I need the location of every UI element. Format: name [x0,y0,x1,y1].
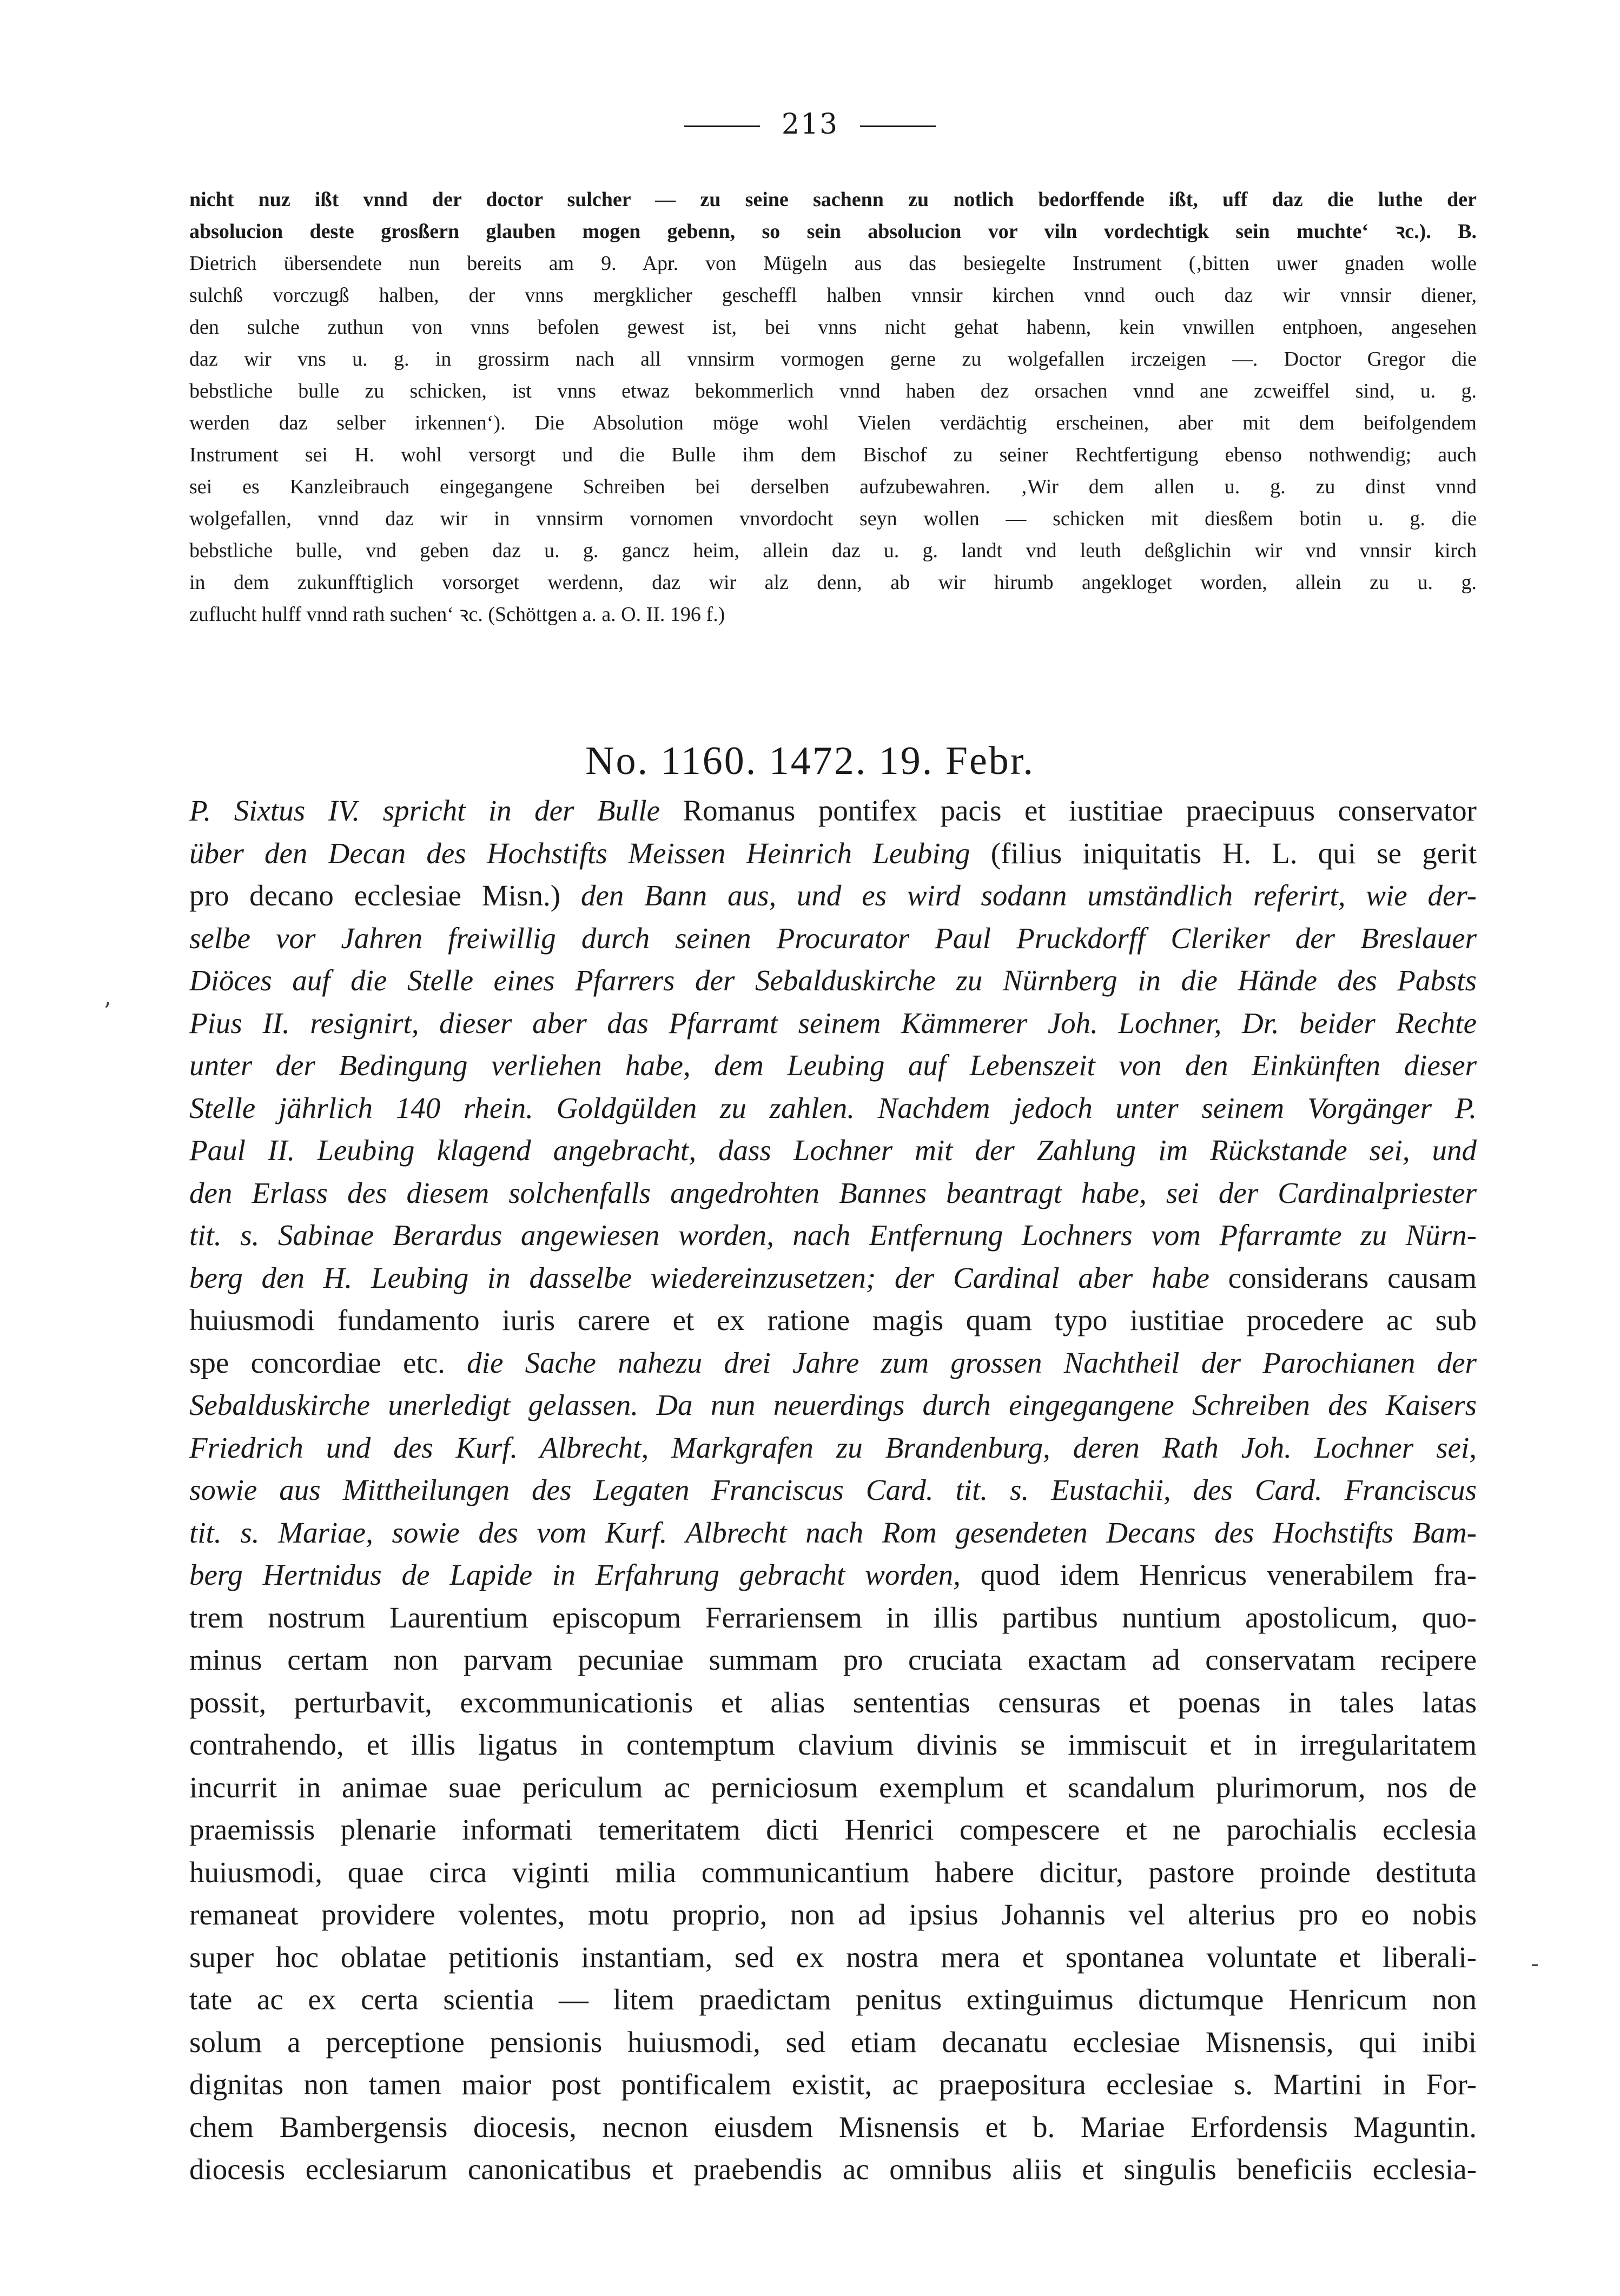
text-run: sei es Kanzleibrauch eingegangene Schreiben bei derselben aufzubewahren. ‚Wir dem allen u. g. zu dinst vnnd [189,475,1477,498]
text-run: absolucion deste grosßern glauben mogen gebenn, so sein absolucion vor viln vordechtigk sein muchte‘ ꝛc.). B. [189,220,1477,243]
text-line [189,2148,1477,2191]
italic-text-run: tit. s. Sabinae Berardus angewiesen worden, nach Entfernung Lochners vom Pfarramte zu Nürn- [189,1219,1477,1252]
text-run: spe concordiae etc. [189,1346,467,1379]
text-run: quod idem Henricus venerabilem fra- [960,1558,1477,1591]
document-title: No. 1160. 1472. 19. Febr. [585,739,1035,783]
text-line [189,1979,1477,2021]
footnote-line [189,535,1477,567]
text-run: chem Bambergensis diocesis, necnon eiusdem Misnensis et b. Mariae Erfordensis Maguntin. [189,2110,1477,2143]
text-run: bebstliche bulle zu schicken, ist vnns etwaz bekommerlich vnnd haben dez orsachen vnnd ane zcweiffel sind, u. g. [189,380,1477,402]
italic-text-run: unter der Bedingung verliehen habe, dem Leubing auf Lebenszeit von den Einkünften dieser [189,1049,1477,1082]
footnote-line [189,439,1477,471]
text-line [189,1299,1477,1342]
footnote-line [189,343,1477,375]
header-rule-right [860,125,936,127]
footnote-line [189,471,1477,503]
footnote-block [189,184,1477,631]
italic-text-run: die Sache nahezu drei Jahre zum grossen Nachtheil der Parochianen der [467,1346,1477,1379]
text-line [189,875,1477,917]
main-text-block [189,790,1477,2191]
italic-text-run: selbe vor Jahren freiwillig durch seinen Procurator Paul Pruckdorff Cleriker der Breslauer [189,921,1477,955]
text-line [189,1087,1477,1130]
text-line [189,1809,1477,1851]
text-run: praemissis plenarie informati temeritatem dicti Henrici compescere et ne parochialis ecclesia [189,1813,1477,1846]
text-run: zuflucht hulff vnnd rath suchen‘ ꝛc. (Schöttgen a. a. O. II. 196 f.) [189,603,725,626]
text-run: minus certam non parvam pecuniae summam pro cruciata exactam ad conservatam recipere [189,1643,1477,1676]
text-line [189,1214,1477,1257]
text-run: pro decano ecclesiae Misn.) [189,879,581,912]
italic-text-run: Diöces auf die Stelle eines Pfarrers der Sebalduskirche zu Nürnberg in die Hände des Pabsts [189,964,1477,997]
text-line [189,1597,1477,1639]
text-line [189,1512,1477,1554]
text-run: contrahendo, et illis ligatus in contemptum clavium divinis se immiscuit et in irregularitatem [189,1728,1477,1761]
text-run: huiusmodi, quae circa viginti milia communicantium habere dicitur, pastore proinde destituta [189,1855,1477,1889]
text-line [189,832,1477,875]
text-line [189,1257,1477,1300]
text-line [189,960,1477,1002]
text-line [189,1342,1477,1385]
text-run: considerans causam [1209,1261,1477,1294]
text-line [189,1469,1477,1512]
text-run: tate ac ex certa scientia — litem praedictam penitus extinguimus dictumque Henricum non [189,1983,1477,2016]
text-run: diocesis ecclesiarum canonicatibus et praebendis ac omnibus aliis et singulis beneficiis ecclesia- [189,2153,1477,2186]
text-run: dignitas non tamen maior post pontificalem existit, ac praepositura ecclesiae s. Martini in For- [189,2068,1477,2101]
text-run: den sulche zuthun von vnns befolen gewest ist, bei vnns nicht gehat habenn, kein vnwillen entphoen, angesehen [189,316,1477,339]
text-line [189,1554,1477,1597]
italic-text-run: Stelle jährlich 140 rhein. Goldgülden zu zahlen. Nachdem jedoch unter seinem Vorgänger P. [189,1091,1477,1124]
footnote-line [189,599,1477,631]
italic-text-run: den Bann aus, und es wird sodann umständlich referirt, wie der- [580,879,1477,912]
text-run: werden daz selber irkennen‘). Die Absolution möge wohl Vielen verdächtig erscheinen, aber mit dem beifolgendem [189,412,1477,434]
text-run: wolgefallen, vnnd daz wir in vnnsirm vornomen vnvordocht seyn wollen — schicken mit diesßem botin u. g. die [189,507,1477,530]
italic-text-run: Sebalduskirche unerledigt gelassen. Da nun neuerdings durch eingegangene Schreiben des Kaisers [189,1388,1477,1421]
text-run: daz wir vns u. g. in grossirm nach all vnnsirm vormogen gerne zu wolgefallen irczeigen —. Doctor Gregor die [189,348,1477,370]
page-number: 213 [781,108,839,141]
footnote-line [189,184,1477,216]
text-line [189,1384,1477,1427]
text-run: solum a perceptione pensionis huiusmodi, sed etiam decanatu ecclesiae Misnensis, qui inibi [189,2025,1477,2059]
margin-mark: ʼ [103,998,110,1025]
footnote-line [189,216,1477,248]
text-run: Romanus pontifex pacis et iustitiae praecipuus conservator [660,794,1477,827]
text-line [189,917,1477,960]
italic-text-run: berg Hertnidus de Lapide in Erfahrung gebracht worden, [189,1558,961,1591]
footnote-line [189,407,1477,439]
footnote-line [189,280,1477,312]
text-run: (filius iniquitatis H. L. qui se gerit [970,836,1477,870]
text-line [189,1724,1477,1766]
text-line [189,1682,1477,1724]
text-line [189,1851,1477,1894]
header-rule-left [684,125,760,127]
text-run: super hoc oblatae petitionis instantiam, sed ex nostra mera et spontanea voluntate et liberali- [189,1940,1477,1974]
text-run: possit, perturbavit, excommunicationis et alias sententias censuras et poenas in tales latas [189,1685,1477,1719]
italic-text-run: über den Decan des Hochstifts Meissen Heinrich Leubing [189,836,970,870]
italic-text-run: tit. s. Mariae, sowie des vom Kurf. Albrecht nach Rom gesendeten Decans des Hochstifts Bam- [189,1516,1477,1549]
text-run: Dietrich übersendete nun bereits am 9. Apr. von Mügeln aus das besiegelte Instrument (‚bitten uwer gnaden wolle [189,252,1477,275]
text-run: bebstliche bulle, vnd geben daz u. g. gancz heim, allein daz u. g. landt vnd leuth deßglichin wir vnd vnnsir kirch [189,539,1477,562]
footnote-line [189,567,1477,599]
text-line [189,2021,1477,2064]
text-run: trem nostrum Laurentium episcopum Ferrariensem in illis partibus nuntium apostolicum, quo- [189,1600,1477,1634]
text-run: Instrument sei H. wohl versorgt und die Bulle ihm dem Bischof zu seiner Rechtfertigung ebenso nothwendig; auch [189,444,1477,466]
italic-text-run: Paul II. Leubing klagend angebracht, dass Lochner mit der Zahlung im Rückstande sei, und [189,1134,1477,1167]
text-line [189,1044,1477,1087]
text-line [189,1129,1477,1172]
italic-text-run: den Erlass des diesem solchenfalls angedrohten Bannes beantragt habe, sei der Cardinalpriester [189,1176,1477,1209]
text-line [189,1002,1477,1045]
italic-text-run: Friedrich und des Kurf. Albrecht, Markgrafen zu Brandenburg, deren Rath Joh. Lochner sei, [189,1431,1477,1464]
text-run: in dem zukunfftiglich vorsorget werdenn, daz wir alz denn, ab wir hirumb angekloget worden, allein zu u. g. [189,571,1477,594]
text-run: sulchß vorczugß halben, der vnns mergklicher gescheffl halben vnnsir kirchen vnnd ouch daz wir vnnsir diener, [189,284,1477,307]
text-line [189,1766,1477,1809]
text-run: huiusmodi fundamento iuris carere et ex ratione magis quam typo iustitiae procedere ac sub [189,1304,1477,1336]
text-run: remaneat providere volentes, motu proprio, non ad ipsius Johannis vel alterius pro eo nobis [189,1898,1477,1931]
text-line [189,1639,1477,1682]
text-line [189,1172,1477,1215]
text-line [189,1936,1477,1979]
footnote-line [189,248,1477,280]
footnote-line [189,375,1477,407]
text-run: nicht nuz ißt vnnd der doctor sulcher — zu seine sachenn zu notlich bedorffende ißt, uff daz die luthe der [189,188,1477,211]
footnote-line [189,312,1477,343]
text-line [189,2106,1477,2149]
text-line [189,1894,1477,1936]
italic-text-run: Pius II. resignirt, dieser aber das Pfarramt seinem Kämmerer Joh. Lochner, Dr. beider Rechte [189,1006,1477,1040]
text-line [189,2063,1477,2106]
italic-text-run: berg den H. Leubing in dasselbe wiedereinzusetzen; der Cardinal aber habe [189,1261,1209,1294]
text-line [189,1427,1477,1470]
text-run: incurrit in animae suae periculum ac perniciosum exemplum et scandalum plurimorum, nos de [189,1770,1477,1804]
margin-mark: - [1531,1950,1539,1977]
footnote-line [189,503,1477,535]
italic-text-run: sowie aus Mittheilungen des Legaten Franciscus Card. tit. s. Eustachii, des Card. Franciscus [189,1473,1477,1506]
page-header [0,108,1620,141]
text-line [189,790,1477,832]
italic-text-run: P. Sixtus IV. spricht in der Bulle [189,794,660,827]
